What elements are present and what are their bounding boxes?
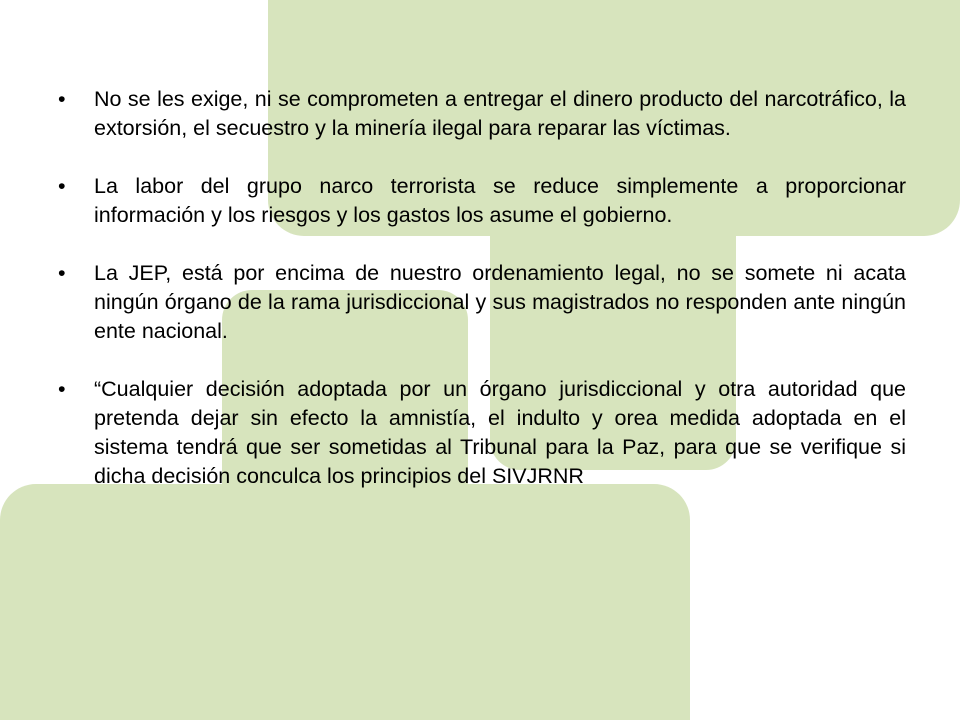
bullet-item-4 — [58, 375, 906, 491]
bullet-item-2 — [58, 172, 906, 230]
bullet-text: “Cualquier decisión adoptada por un órgano jurisdiccional y otra autoridad que pretenda dejar sin efecto la amnistía, el indulto y orea medida adoptada en el sistema tendrá que ser sometidas al Tribunal para la Paz, para que se verifique si dicha decisión conculca los principios del SIVJRNR — [94, 377, 906, 488]
bullet-list — [58, 85, 906, 491]
bullet-icon: • — [58, 174, 66, 198]
decorative-shape-bottom — [0, 484, 690, 720]
bullet-icon: • — [58, 261, 66, 285]
bullet-text: La labor del grupo narco terrorista se reduce simplemente a proporcionar información y los riesgos y los gastos los asume el gobierno. — [94, 174, 906, 227]
bullet-icon: • — [58, 87, 66, 111]
bullet-icon: • — [58, 377, 66, 401]
bullet-item-3 — [58, 259, 906, 346]
bullet-text: La JEP, está por encima de nuestro ordenamiento legal, no se somete ni acata ningún órgano de la rama jurisdiccional y sus magistrados no responden ante ningún ente nacional. — [94, 261, 906, 343]
bullet-text: No se les exige, ni se comprometen a entregar el dinero producto del narcotráfico, la extorsión, el secuestro y la minería ilegal para reparar las víctimas. — [94, 87, 906, 140]
bullet-item-1 — [58, 85, 906, 143]
